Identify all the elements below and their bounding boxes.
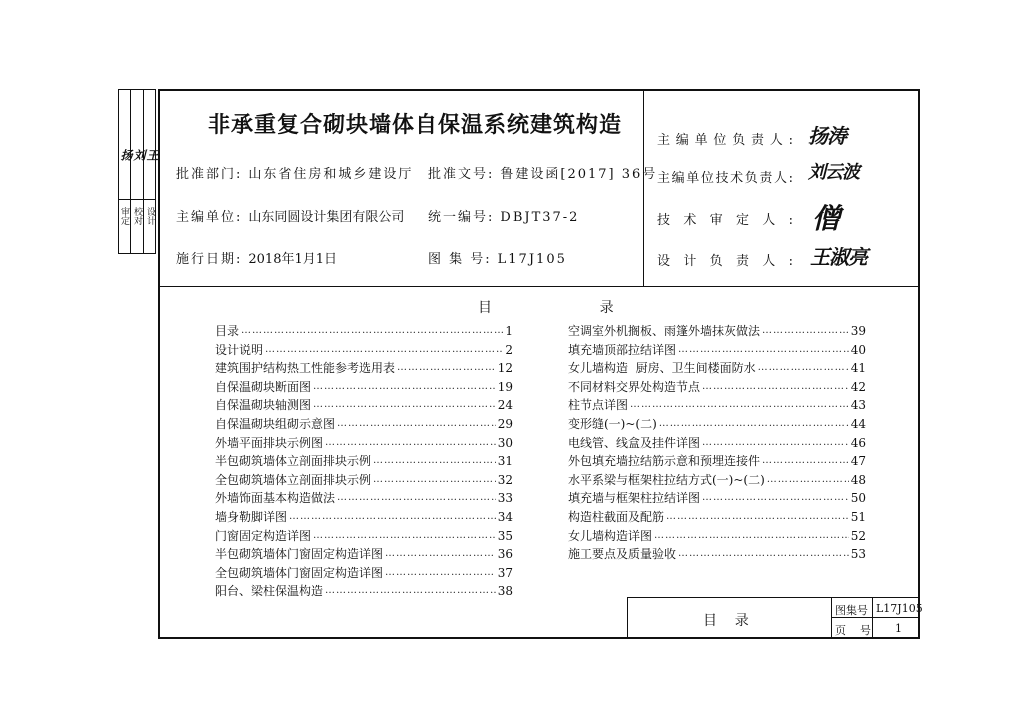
toc-leader <box>373 471 496 490</box>
toc-entry-page: 34 <box>497 509 513 524</box>
toc-leader <box>762 322 849 341</box>
toc-entry-page: 46 <box>850 435 866 450</box>
toc-entry-title: 自保温砌块断面图 <box>215 379 312 394</box>
toc-entry[interactable] <box>568 434 866 453</box>
approval-margin-strip <box>118 89 159 254</box>
toc-entry-page: 37 <box>497 565 513 580</box>
toc-entry-page: 19 <box>497 379 513 394</box>
toc-entry-page: 1 <box>505 324 513 338</box>
toc-right-column <box>568 322 866 564</box>
toc-entry-title: 女儿墙构造 厨房、卫生间楼面防水 <box>568 361 756 376</box>
title-block-atlas-label: 图集号 <box>835 604 868 617</box>
toc-entry[interactable] <box>215 359 513 378</box>
toc-entry-title: 填充墙顶部拉结详图 <box>568 342 677 357</box>
margin-label-2: 校对 <box>132 207 142 225</box>
toc-leader <box>325 434 496 453</box>
atlas-no <box>428 248 567 267</box>
toc-entry-title: 施工要点及质量验收 <box>568 547 677 562</box>
header-divider-vertical <box>643 90 644 286</box>
signature-chief-tech-head: 刘云波 <box>808 162 859 183</box>
toc-entry-page: 39 <box>850 324 866 338</box>
unified-no-value: DBJT37-2 <box>500 210 580 225</box>
toc-entry-page: 38 <box>497 584 513 599</box>
role-design-head <box>657 250 793 269</box>
title-block-page-label: 页 号 <box>835 624 871 637</box>
toc-entry-page: 50 <box>850 491 866 506</box>
toc-leader <box>241 322 503 341</box>
toc-entry-title: 墙身勒脚详图 <box>215 509 288 524</box>
toc-entry[interactable] <box>215 564 513 583</box>
toc-entry-title: 不同材料交界处构造节点 <box>568 379 701 394</box>
toc-leader <box>654 527 849 546</box>
toc-entry[interactable] <box>215 527 513 546</box>
toc-leader <box>678 545 849 564</box>
toc-entry-title: 变形缝(一)~(二) <box>568 416 657 431</box>
toc-entry-page: 42 <box>850 379 866 394</box>
impl-date <box>176 248 337 267</box>
toc-entry-title: 女儿墙构造详图 <box>568 528 653 543</box>
toc-leader <box>265 341 503 360</box>
atlas-no-label: 图 集 号: <box>428 252 492 267</box>
toc-entry-page: 2 <box>505 342 513 357</box>
margin-signature-1: 扬 <box>119 149 133 161</box>
toc-entry-title: 半包砌筑墙体立剖面排块示例 <box>215 454 372 469</box>
toc-entry[interactable] <box>568 322 866 341</box>
atlas-no-value: L17J105 <box>497 252 567 267</box>
title-block-name: 目 录 <box>703 613 749 629</box>
role-tech-reviewer <box>657 209 793 228</box>
toc-entry-title: 半包砌筑墙体门窗固定构造详图 <box>215 547 384 562</box>
toc-leader <box>702 489 849 508</box>
approval-doc <box>428 163 657 182</box>
toc-entry[interactable] <box>215 322 513 341</box>
approval-doc-label: 批准文号: <box>428 167 495 182</box>
impl-date-label: 施行日期: <box>176 252 243 267</box>
toc-entry-title: 全包砌筑墙体门窗固定构造详图 <box>215 565 384 580</box>
approval-dept-value: 山东省住房和城乡建设厅 <box>248 167 414 182</box>
toc-entry-title: 全包砌筑墙体立剖面排块示例 <box>215 472 372 487</box>
toc-leader <box>630 396 849 415</box>
toc-entry-title: 空调室外机搁板、雨篷外墙抹灰做法 <box>568 324 761 338</box>
toc-leader <box>325 582 496 601</box>
toc-entry[interactable] <box>568 508 866 527</box>
toc-entry[interactable] <box>215 508 513 527</box>
signature-chief-unit-head: 扬涛 <box>808 124 846 148</box>
chief-unit-value: 山东同圆设计集团有限公司 <box>248 210 405 225</box>
toc-entry-title: 建筑围护结构热工性能参考选用表 <box>215 361 396 376</box>
toc-entry-title: 目录 <box>215 324 240 338</box>
toc-entry-page: 12 <box>497 361 513 376</box>
toc-leader <box>762 452 849 471</box>
toc-leader <box>337 489 496 508</box>
toc-entry-page: 30 <box>497 435 513 450</box>
toc-entry-page: 53 <box>850 547 866 562</box>
margin-signature-2: 刘 <box>132 149 146 161</box>
toc-entry-page: 35 <box>497 528 513 543</box>
toc-entry[interactable] <box>568 378 866 397</box>
toc-entry[interactable] <box>215 471 513 490</box>
toc-entry[interactable] <box>568 452 866 471</box>
toc-entry-page: 32 <box>497 472 513 487</box>
toc-leader <box>337 415 496 434</box>
chief-unit <box>176 206 404 225</box>
toc-entry-page: 31 <box>497 454 513 469</box>
role-label: 主编单位负责人: <box>657 133 793 148</box>
toc-leader <box>678 341 849 360</box>
toc-entry-page: 29 <box>497 416 513 431</box>
toc-entry-page: 36 <box>497 547 513 562</box>
toc-leader <box>385 564 496 583</box>
toc-entry-title: 外墙饰面基本构造做法 <box>215 491 336 506</box>
toc-entry-title: 自保温砌块组砌示意图 <box>215 416 336 431</box>
title-block-atlas-value: L17J105 <box>876 602 923 615</box>
toc-entry-title: 构造柱截面及配筋 <box>568 509 665 524</box>
toc-entry[interactable] <box>568 415 866 434</box>
unified-no-label: 统一编号: <box>428 210 495 225</box>
toc-entry[interactable] <box>568 545 866 564</box>
toc-leader <box>666 508 849 527</box>
role-label: 设计负责人: <box>657 254 793 269</box>
role-label: 技术审定人: <box>657 213 793 228</box>
toc-entry-title: 外墙平面排块示例图 <box>215 435 324 450</box>
toc-entry[interactable] <box>215 378 513 397</box>
toc-entry-page: 43 <box>850 398 866 413</box>
toc-entry-title: 自保温砌块轴测图 <box>215 398 312 413</box>
toc-entry-page: 47 <box>850 454 866 469</box>
unified-no <box>428 206 579 225</box>
toc-entry-title: 水平系梁与框架柱拉结方式(一)~(二) <box>568 472 765 487</box>
toc-entry-page: 41 <box>850 361 866 376</box>
toc-entry[interactable] <box>568 527 866 546</box>
approval-doc-value: 鲁建设函[2017] 36号 <box>500 167 658 182</box>
toc-entry[interactable] <box>215 545 513 564</box>
margin-label-1: 审定 <box>119 207 129 225</box>
toc-entry-page: 33 <box>497 491 513 506</box>
margin-signature-3: 王 <box>145 149 159 161</box>
toc-leader <box>313 396 496 415</box>
toc-entry[interactable] <box>568 396 866 415</box>
toc-leader <box>397 359 496 378</box>
approval-dept <box>176 163 413 182</box>
role-label: 主编单位技术负责人: <box>657 171 793 186</box>
signature-tech-reviewer: 僧 <box>812 202 840 235</box>
toc-entry[interactable] <box>215 415 513 434</box>
toc-entry[interactable] <box>568 341 866 360</box>
toc-heading-text: 目 录 <box>478 300 622 316</box>
document-title: 非承重复合砌块墙体自保温系统建筑构造 <box>208 112 623 138</box>
toc-left-column <box>215 322 513 601</box>
toc-leader <box>758 359 849 378</box>
toc-entry[interactable] <box>568 489 866 508</box>
toc-leader <box>702 378 849 397</box>
toc-entry[interactable] <box>215 489 513 508</box>
margin-label-3: 设计 <box>145 207 155 225</box>
toc-entry-page: 48 <box>850 472 866 487</box>
toc-entry[interactable] <box>215 396 513 415</box>
toc-entry[interactable] <box>215 582 513 601</box>
toc-entry-title: 柱节点详图 <box>568 398 629 413</box>
signature-design-head: 王淑亮 <box>810 245 867 269</box>
title-block-page-value: 1 <box>895 622 902 635</box>
toc-entry-page: 44 <box>850 416 866 431</box>
toc-leader <box>289 508 496 527</box>
toc-leader <box>385 545 496 564</box>
toc-leader <box>659 415 849 434</box>
toc-heading <box>478 297 622 317</box>
approval-dept-label: 批准部门: <box>176 167 243 182</box>
toc-leader <box>313 378 496 397</box>
toc-entry-title: 填充墙与框架柱拉结详图 <box>568 491 701 506</box>
toc-entry[interactable] <box>215 341 513 360</box>
role-chief-tech-head <box>657 167 793 186</box>
toc-entry-page: 24 <box>497 398 513 413</box>
toc-entry-title: 外包填充墙拉结筋示意和预埋连接件 <box>568 454 761 469</box>
toc-entry[interactable] <box>568 471 866 490</box>
toc-entry-title: 阳台、梁柱保温构造 <box>215 584 324 599</box>
toc-entry[interactable] <box>215 434 513 453</box>
toc-entry-title: 设计说明 <box>215 342 264 357</box>
chief-unit-label: 主编单位: <box>176 210 243 225</box>
toc-entry-page: 52 <box>850 528 866 543</box>
toc-leader <box>767 471 849 490</box>
toc-entry[interactable] <box>215 452 513 471</box>
toc-leader <box>373 452 496 471</box>
toc-entry-page: 40 <box>850 342 866 357</box>
toc-entry-page: 51 <box>850 509 866 524</box>
role-chief-unit-head <box>657 129 793 148</box>
header-divider-horizontal <box>159 286 919 287</box>
toc-leader <box>702 434 849 453</box>
toc-entry-title: 门窗固定构造详图 <box>215 528 312 543</box>
toc-entry-title: 电线管、线盒及挂件详图 <box>568 435 701 450</box>
impl-date-value: 2018年1月1日 <box>248 252 338 267</box>
toc-entry[interactable] <box>568 359 866 378</box>
toc-leader <box>313 527 496 546</box>
